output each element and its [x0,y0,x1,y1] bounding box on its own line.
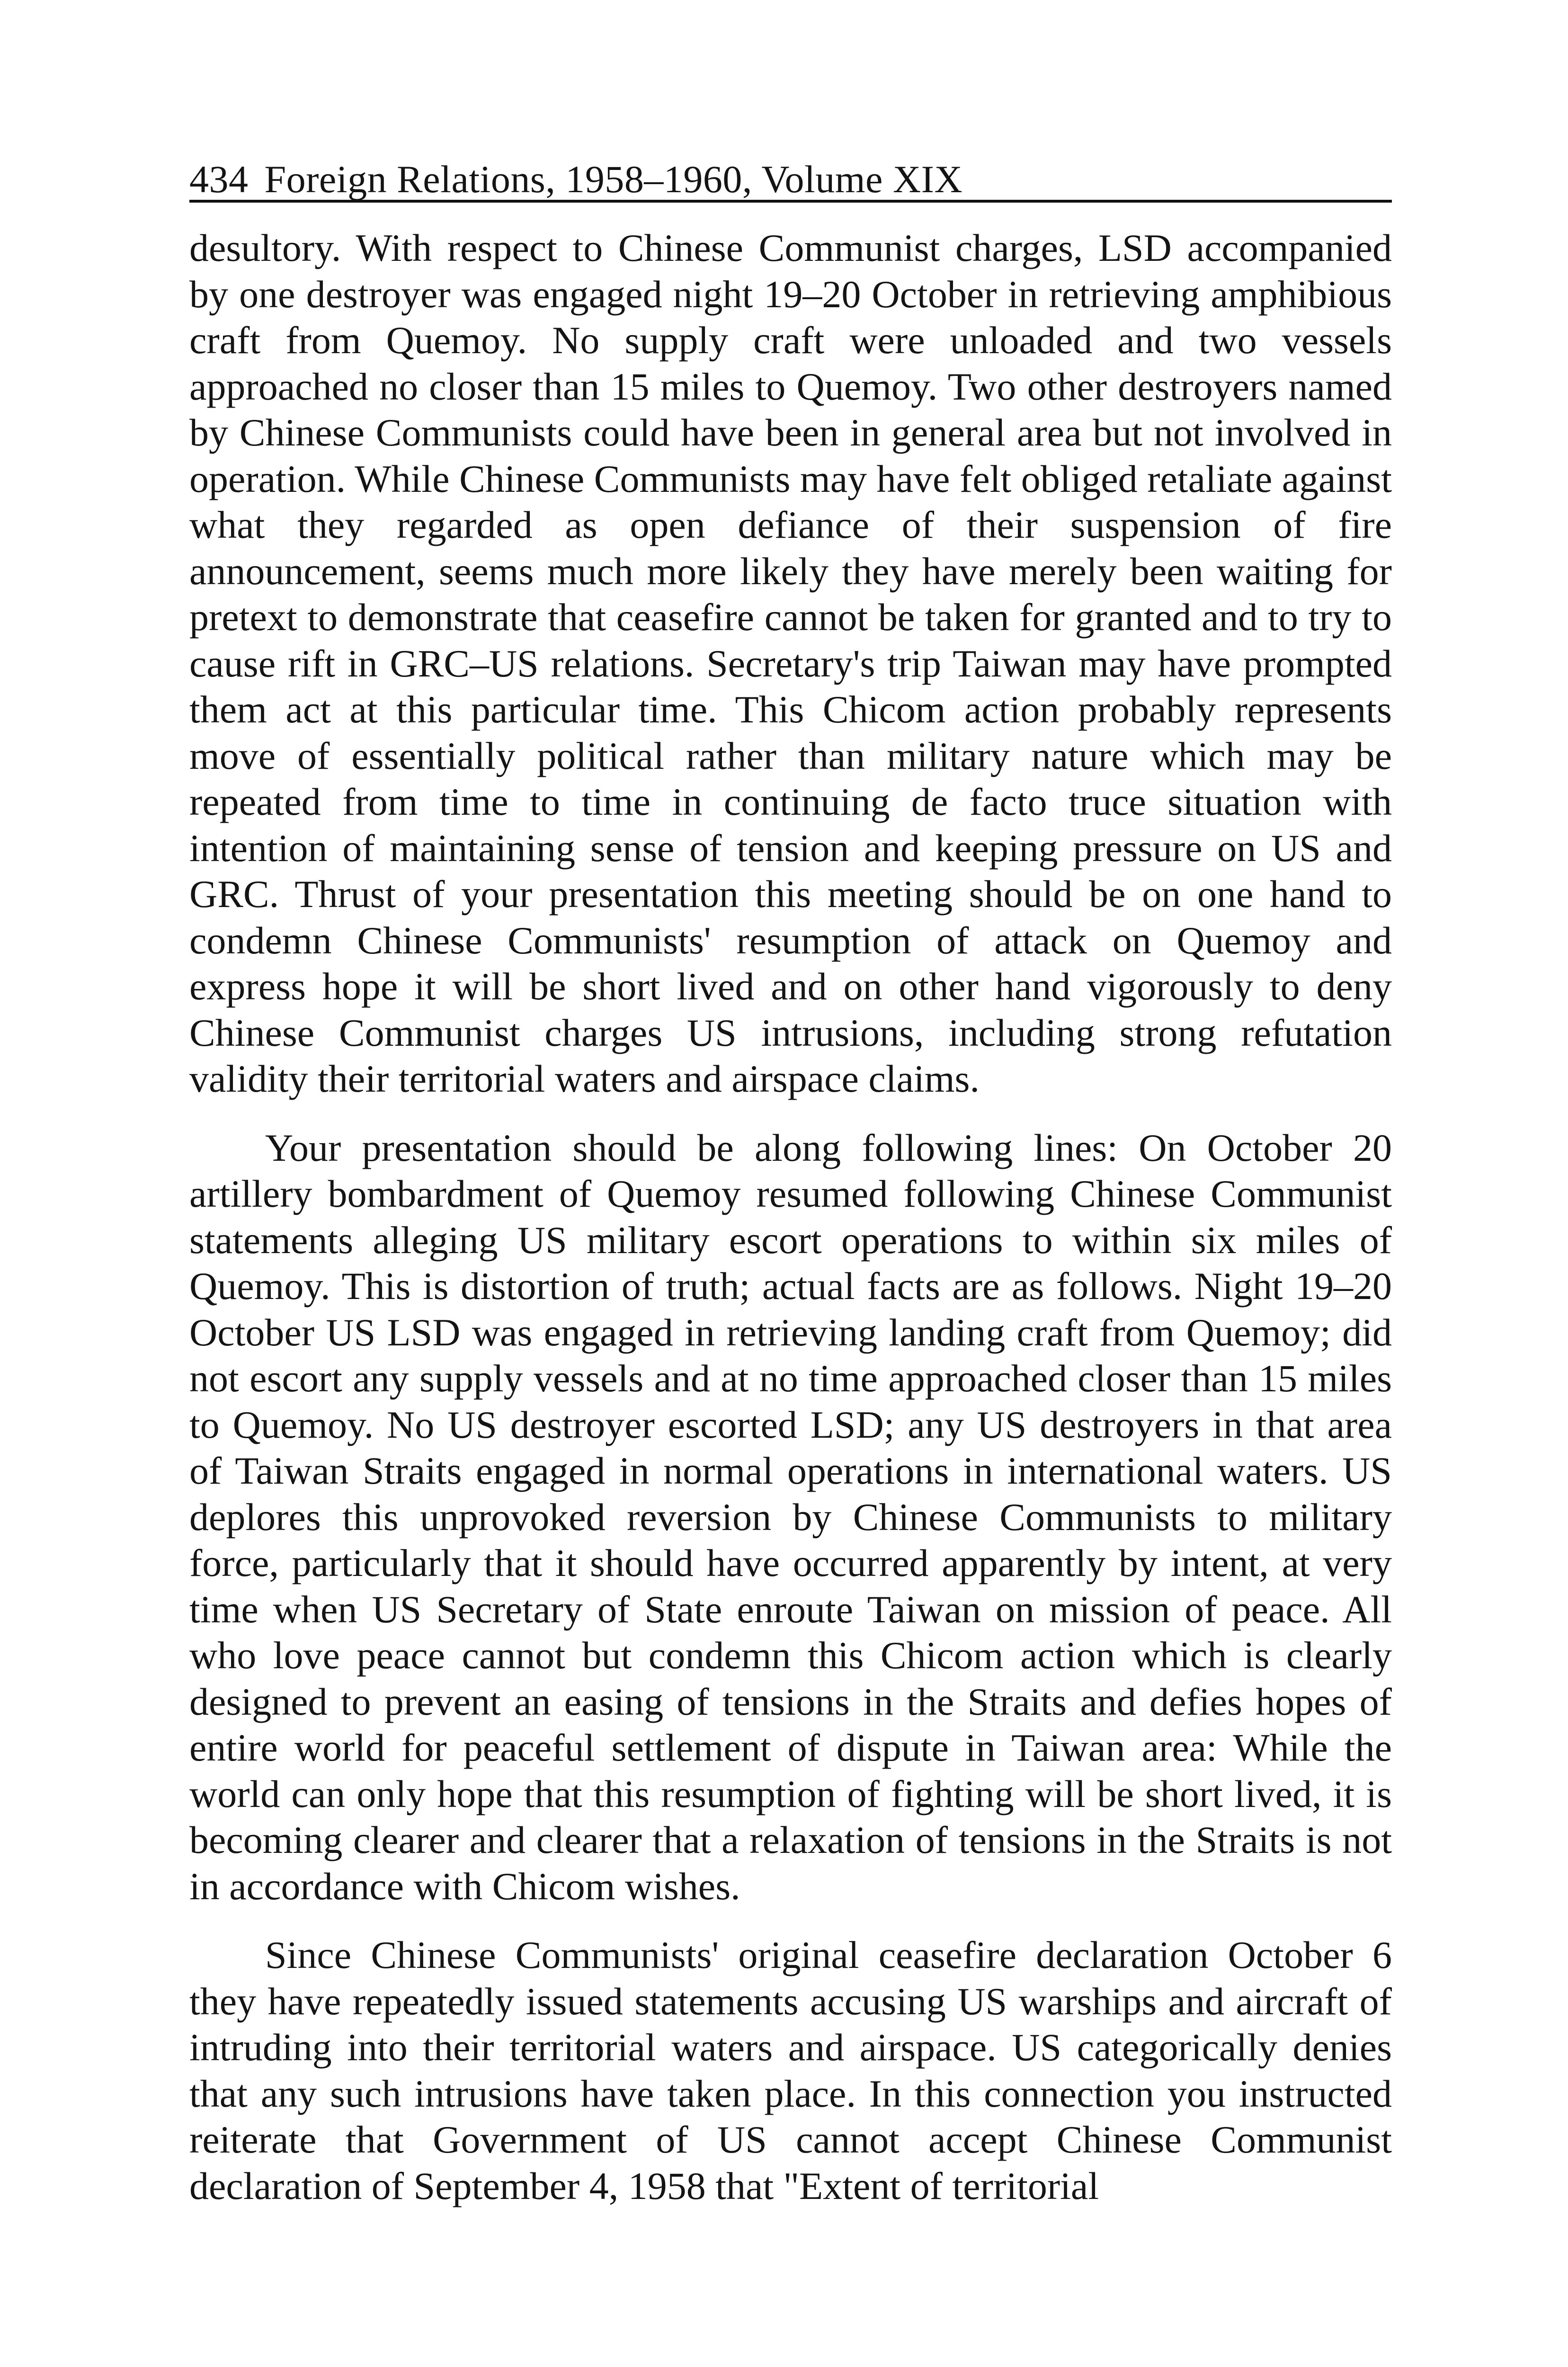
paragraph-presentation-lines: Your presentation should be along following lines: On October 20 artillery bombardment of Quemoy resumed following Chinese Communist statements alleging US military escort operations to within six miles of Quemoy. This is distortion of truth; actual facts are as follows. Night 19–20 October US LSD was engaged in retrieving landing craft from Quemoy; did not escort any supply vessels and at no time approached closer than 15 miles to Quemoy. No US destroyer escorted LSD; any US destroyers in that area of Taiwan Straits engaged in normal operations in international waters. US deplores this unprovoked reversion by Chinese Communists to military force, particularly that it should have occurred apparently by intent, at very time when US Secretary of State enroute Taiwan on mission of peace. All who love peace cannot but condemn this Chicom action which is clearly designed to prevent an easing of tensions in the Straits and defies hopes of entire world for peaceful settlement of dispute in Taiwan area: While the world can only hope that this resumption of fighting will be short lived, it is becoming clearer and clearer that a relaxation of tensions in the Straits is not in accordance with Chicom wishes. [189,1126,1392,1908]
running-head [189,142,1392,199]
paragraph-ceasefire-declaration: Since Chinese Communists' original ceasefire declaration October 6 they have repeatedly issued statements accusing US warships and aircraft of intruding into their territorial waters and airspace. US categorically denies that any such intrusions have taken place. In this connection you instructed reiterate that Government of US cannot accept Chinese Communist declaration of September 4, 1958 that "Extent of territorial [189,1933,1392,2207]
body-text [189,225,1392,2232]
header-rule [189,200,1392,203]
running-title: Foreign Relations, 1958–1960, Volume XIX [264,158,963,201]
paragraph-continuation: desultory. With respect to Chinese Communist charges, LSD accompanied by one destroyer was engaged night 19–20 October in retrieving amphibious craft from Quemoy. No supply craft were unloaded and two vessels approached no closer than 15 miles to Quemoy. Two other destroyers named by Chinese Communists could have been in general area but not involved in operation. While Chinese Communists may have felt obliged retaliate against what they regarded as open defiance of their suspension of fire announcement, seems much more likely they have merely been waiting for pretext to demonstrate that ceasefire cannot be taken for granted and to try to cause rift in GRC–US relations. Secretary's trip Taiwan may have prompted them act at this particular time. This Chicom action probably represents move of essentially political rather than military nature which may be repeated from time to time in continuing de facto truce situation with intention of maintaining sense of tension and keeping pressure on US and GRC. Thrust of your presentation this meeting should be on one hand to condemn Chinese Communists' resumption of attack on Quemoy and express hope it will be short lived and on other hand vigorously to deny Chinese Communist charges US intrusions, including strong refutation validity their territorial waters and airspace claims. [189,226,1392,1100]
page-number: 434 [189,158,249,201]
